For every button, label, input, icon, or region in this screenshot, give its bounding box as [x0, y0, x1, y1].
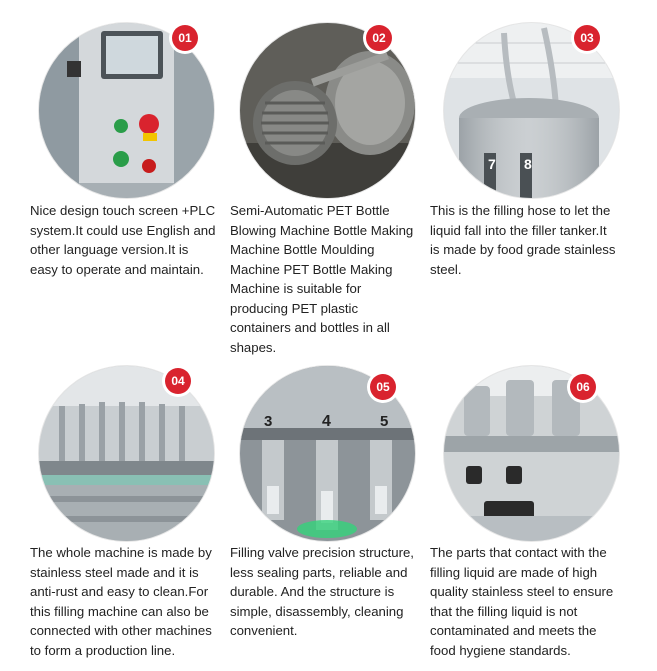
- feature-description: Nice design touch screen +PLC system.It could use English and other language version.It is easy to operate and maintain.: [30, 203, 216, 277]
- air-compressor-tank-photo: [240, 23, 415, 198]
- valve-number-label: 3: [264, 413, 273, 430]
- feature-number-badge: 06: [570, 374, 596, 400]
- feature-description: The parts that contact with the filling liquid are made of high quality stainless steel to ensure that the filling liquid is not contaminated and meets the food hygiene standards.: [430, 545, 614, 658]
- feature-number-badge: 04: [165, 368, 191, 394]
- feature-description: Semi-Automatic PET Bottle Blowing Machine Bottle Making Machine Bottle Moulding Machine PET Bottle Making Machine is suitable for producing PET plastic containers and bottles in all shapes.: [230, 203, 414, 355]
- feature-description: Filling valve precision structure, less sealing parts, reliable and durable. And the structure is simple, disassembly, cleaning convenient.: [230, 545, 414, 638]
- feature-description: This is the filling hose to let the liquid fall into the filler tanker.It is made by food grade stainless steel.: [430, 203, 616, 277]
- tank-number-label: 7: [488, 156, 496, 172]
- feature-number-badge: 02: [366, 25, 392, 51]
- valve-number-label: 4: [322, 413, 331, 430]
- feature-number-badge: 03: [574, 25, 600, 51]
- valve-number-label: 5: [380, 413, 389, 430]
- feature-number-badge: 05: [370, 374, 396, 400]
- feature-description: The whole machine is made by stainless steel made and it is anti-rust and easy to clean.For this filling machine can also be connected with other machines to form a production line.: [30, 545, 212, 658]
- stainless-steel-machine-photo: [39, 366, 214, 541]
- feature-number-badge: 01: [172, 25, 198, 51]
- tank-number-label: 8: [524, 156, 532, 172]
